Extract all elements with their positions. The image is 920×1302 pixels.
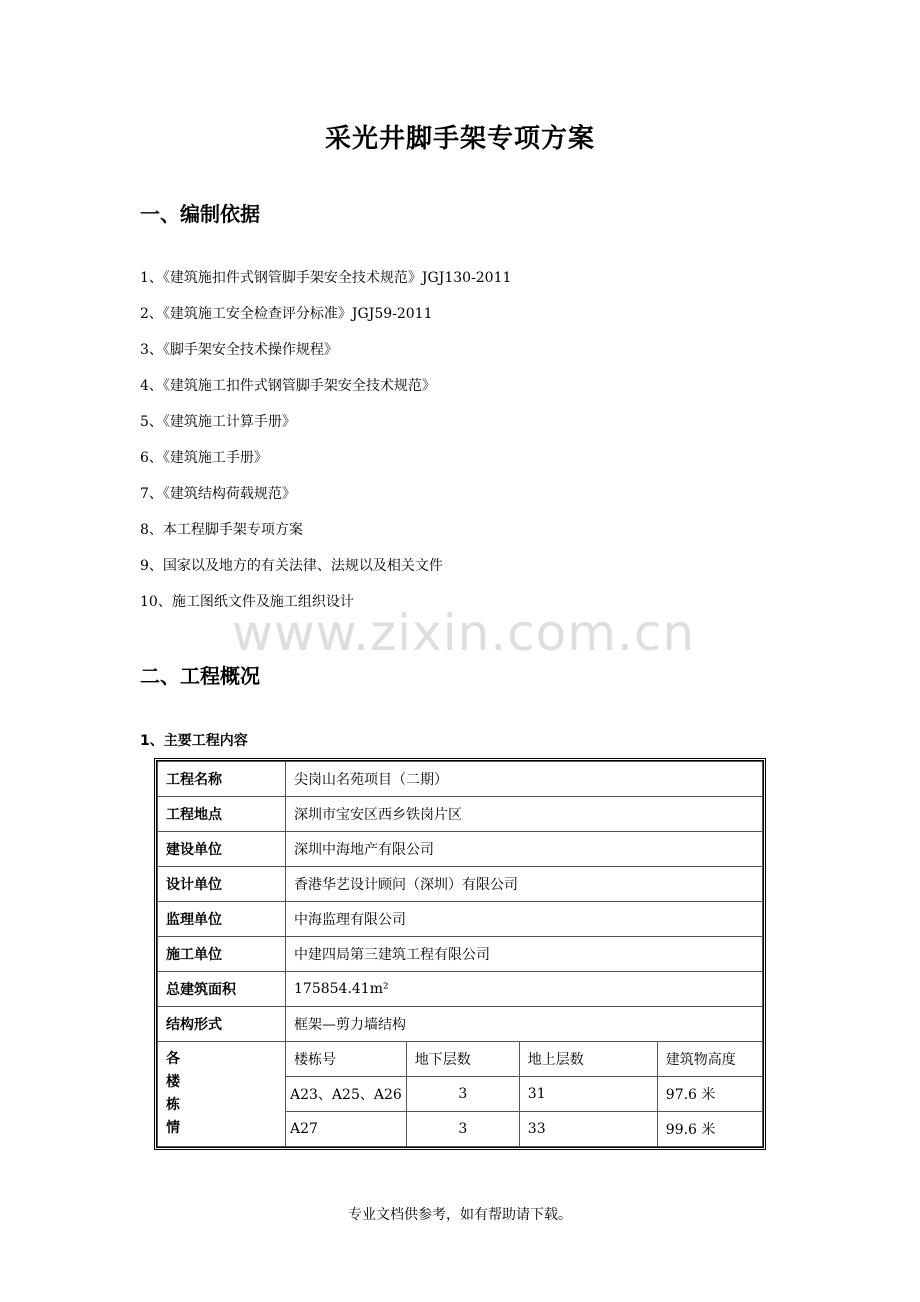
- row-value: 深圳市宝安区西乡铁岗片区: [286, 797, 763, 832]
- building-id: A27: [286, 1112, 407, 1147]
- row-value: 175854.41m²: [286, 972, 763, 1007]
- above-ground-floors: 31: [519, 1077, 657, 1112]
- reference-item: 8、本工程脚手架专项方案: [140, 522, 303, 538]
- row-value: 中海监理有限公司: [286, 902, 763, 937]
- subsection-heading: 1、主要工程内容: [140, 733, 248, 749]
- reference-item: 9、国家以及地方的有关法律、法规以及相关文件: [140, 558, 443, 574]
- row-value: 中建四局第三建筑工程有限公司: [286, 937, 763, 972]
- building-header-row: [158, 1042, 763, 1077]
- building-height: 99.6 米: [657, 1112, 762, 1147]
- row-value: 尖岗山名苑项目（二期）: [286, 762, 763, 797]
- reference-item: 3、《脚手架安全技术操作规程》: [140, 342, 338, 358]
- row-label: 工程名称: [158, 762, 286, 797]
- building-label-char: 各: [166, 1051, 180, 1067]
- reference-item: 10、施工图纸文件及施工组织设计: [140, 594, 354, 610]
- section-heading-basis: 一、编制依据: [140, 202, 260, 226]
- table-row: [158, 972, 763, 1007]
- watermark: www.zixin.com.cn: [232, 604, 696, 662]
- row-value: 框架—剪力墙结构: [286, 1007, 763, 1042]
- building-label-char: 栋: [166, 1097, 180, 1113]
- reference-item: 2、《建筑施工安全检查评分标准》JGJ59-2011: [140, 306, 433, 322]
- table-row: [158, 902, 763, 937]
- building-label-char: 情: [166, 1120, 180, 1136]
- row-value: 深圳中海地产有限公司: [286, 832, 763, 867]
- row-value: 香港华艺设计顾问（深圳）有限公司: [286, 867, 763, 902]
- page-footer: 专业文档供参考，如有帮助请下载。: [348, 1207, 572, 1223]
- column-header: 建筑物高度: [657, 1042, 762, 1077]
- table-row: [158, 937, 763, 972]
- reference-item: 4、《建筑施工扣件式钢管脚手架安全技术规范》: [140, 378, 436, 394]
- table-row: [158, 797, 763, 832]
- page-title: 采光井脚手架专项方案: [324, 124, 595, 154]
- row-label: 施工单位: [158, 937, 286, 972]
- section-heading-overview: 二、工程概况: [140, 664, 260, 688]
- building-label: [158, 1042, 286, 1147]
- building-id: A23、A25、A26: [286, 1077, 407, 1112]
- row-label: 工程地点: [158, 797, 286, 832]
- column-header: 地上层数: [519, 1042, 657, 1077]
- row-label: 设计单位: [158, 867, 286, 902]
- basement-floors: 3: [406, 1112, 519, 1147]
- table-row: [158, 762, 763, 797]
- table-row: [158, 1007, 763, 1042]
- project-info-table: [154, 758, 766, 1150]
- row-label: 总建筑面积: [158, 972, 286, 1007]
- reference-item: 7、《建筑结构荷载规范》: [140, 486, 296, 502]
- row-label: 结构形式: [158, 1007, 286, 1042]
- column-header: 地下层数: [406, 1042, 519, 1077]
- reference-list: [140, 266, 511, 626]
- basement-floors: 3: [406, 1077, 519, 1112]
- building-label-char: 楼: [166, 1074, 180, 1090]
- column-header: 楼栋号: [286, 1042, 407, 1077]
- above-ground-floors: 33: [519, 1112, 657, 1147]
- reference-item: 5、《建筑施工计算手册》: [140, 414, 296, 430]
- table-row: [158, 832, 763, 867]
- row-label: 监理单位: [158, 902, 286, 937]
- table-row: [158, 867, 763, 902]
- reference-item: 6、《建筑施工手册》: [140, 450, 268, 466]
- reference-item: 1、《建筑施扣件式钢管脚手架安全技术规范》JGJ130-2011: [140, 270, 512, 286]
- row-label: 建设单位: [158, 832, 286, 867]
- building-height: 97.6 米: [657, 1077, 762, 1112]
